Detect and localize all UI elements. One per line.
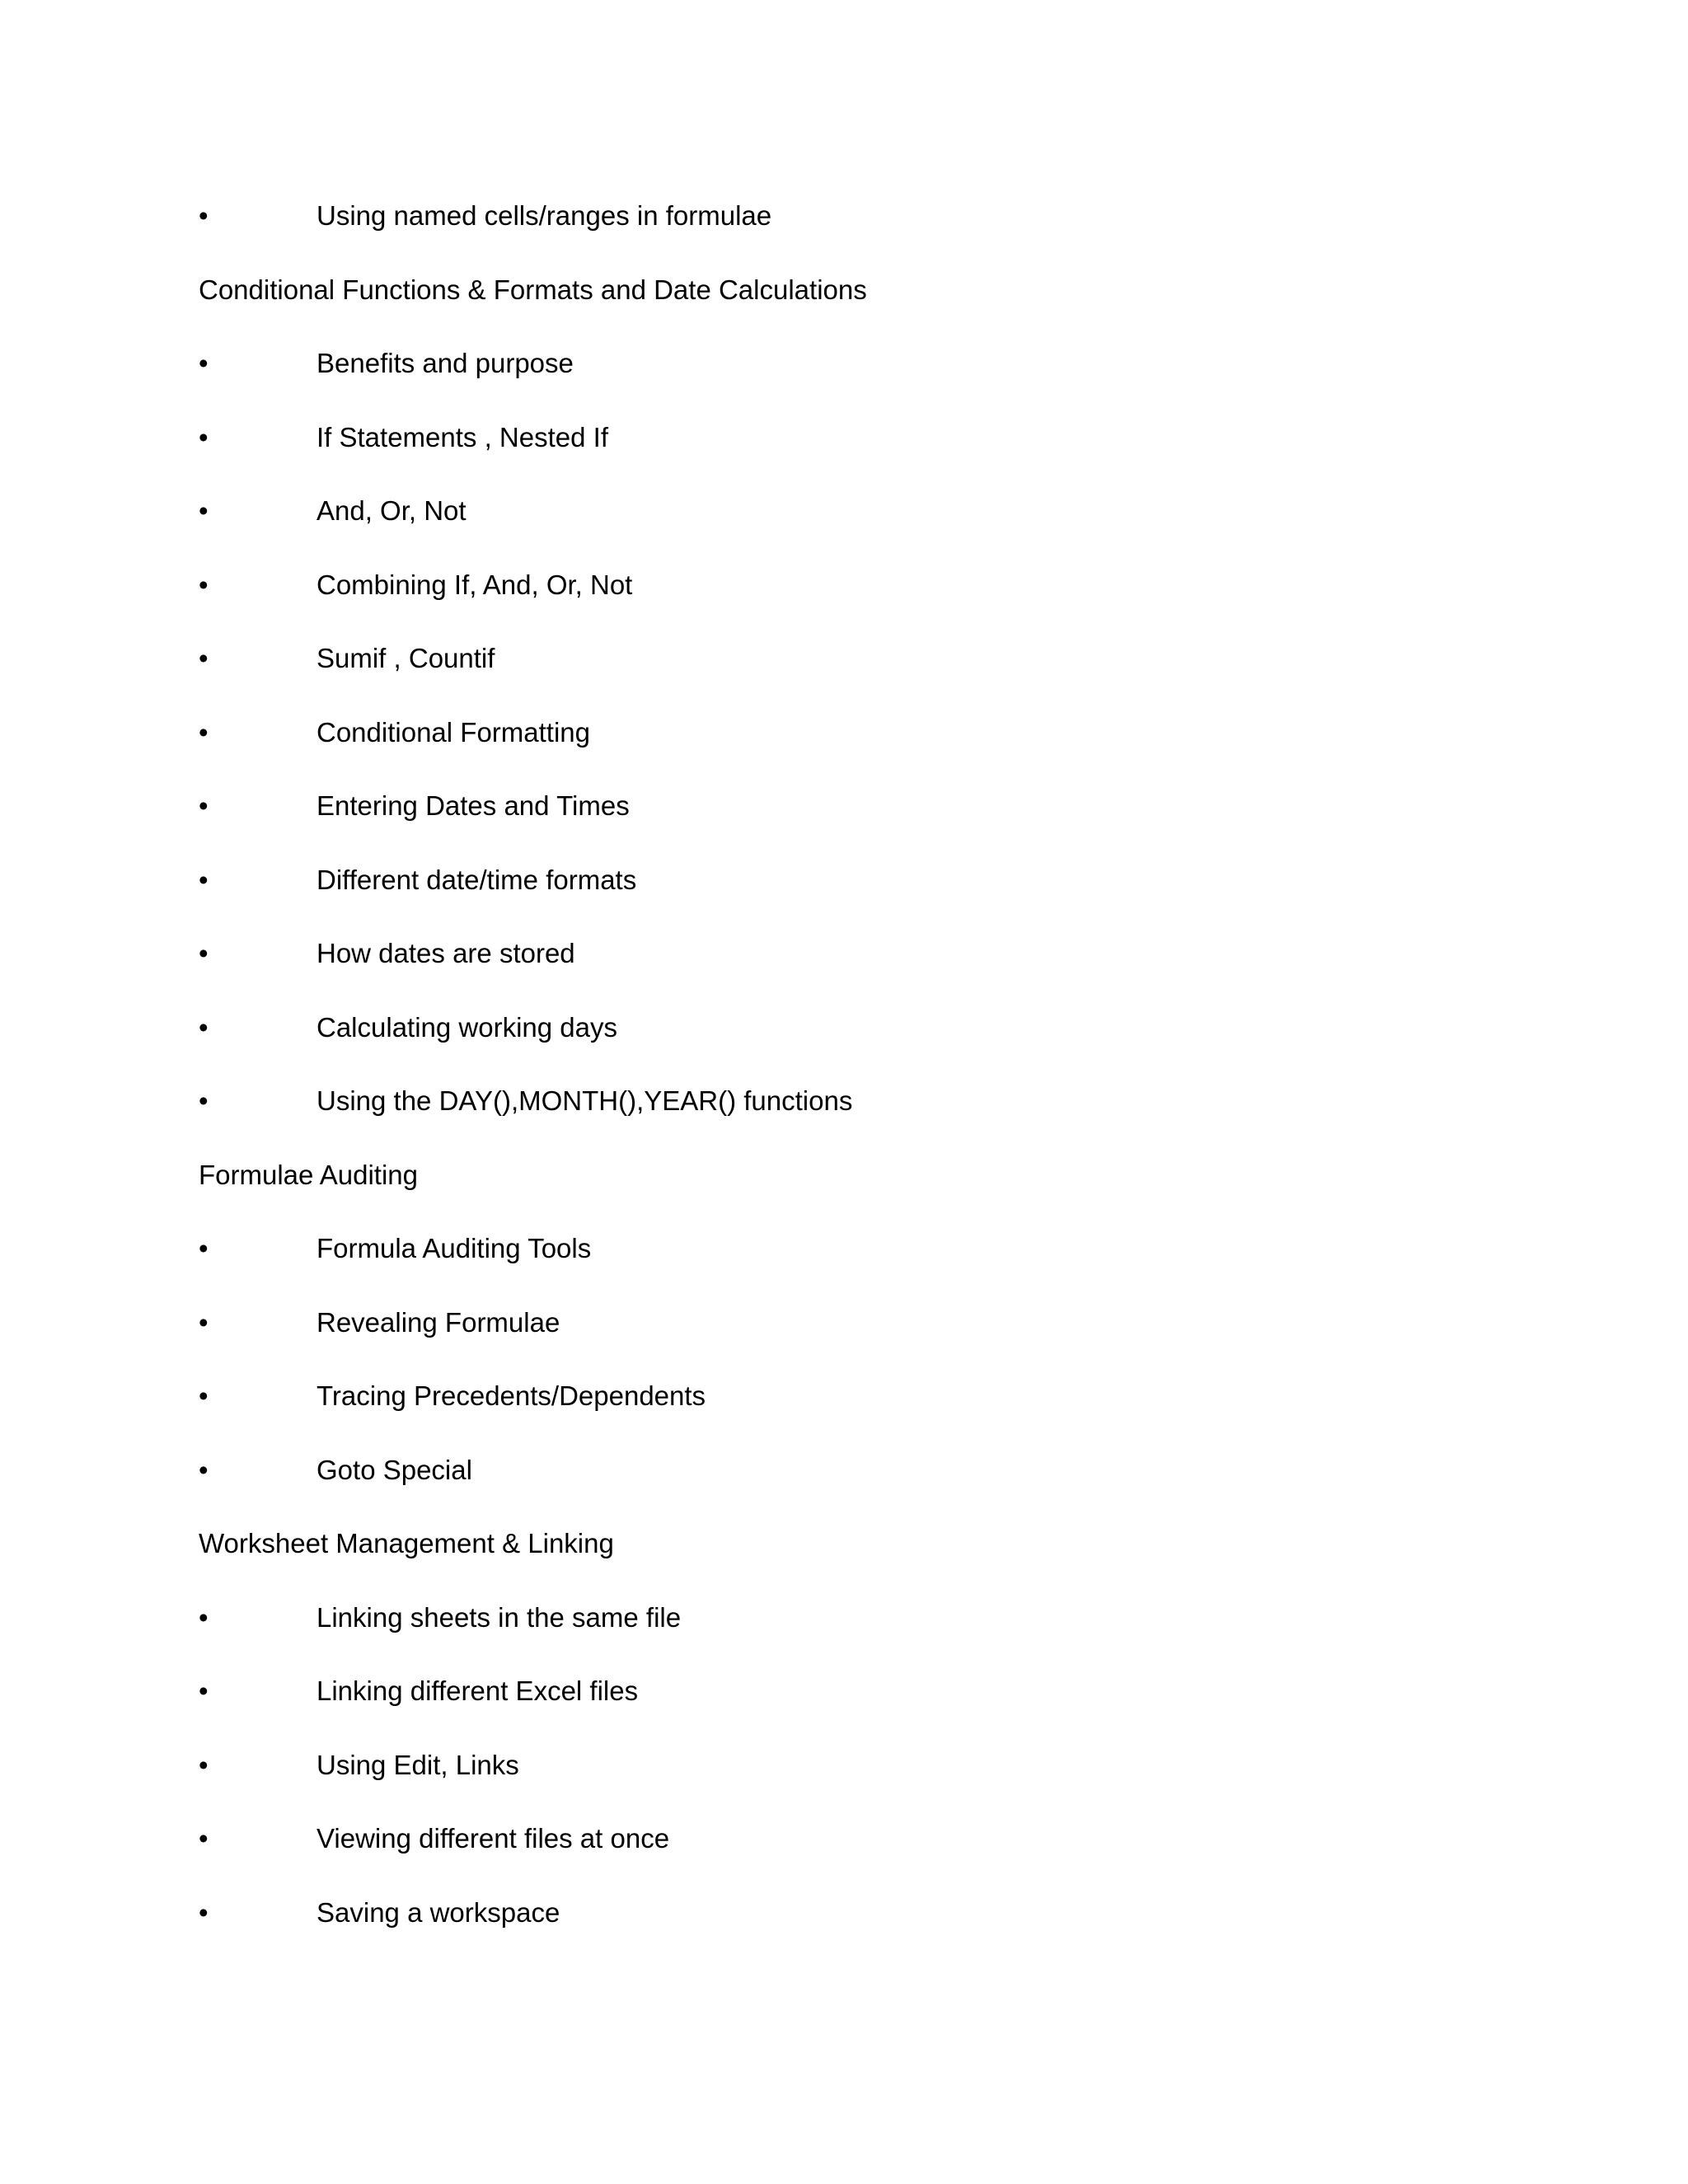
bullet-icon: •	[199, 790, 209, 821]
list-item-text: Entering Dates and Times	[316, 790, 630, 821]
list-item-text: Revealing Formulae	[316, 1306, 560, 1338]
bullet-icon: •	[199, 1675, 209, 1706]
list-item	[199, 1741, 1517, 1815]
list-item	[199, 634, 1517, 708]
section-heading-text: Worksheet Management & Linking	[199, 1528, 614, 1558]
list-item	[199, 339, 1517, 413]
bullet-icon: •	[199, 1085, 209, 1116]
bullet-icon: •	[199, 1306, 209, 1338]
bullet-icon: •	[199, 1011, 209, 1043]
section-heading-text: Conditional Functions & Formats and Date Calculations	[199, 274, 867, 305]
bullet-icon: •	[199, 1601, 209, 1633]
list-item-text: Saving a workspace	[316, 1896, 560, 1928]
bullet-icon: •	[199, 200, 209, 231]
bullet-icon: •	[199, 1749, 209, 1780]
list-item	[199, 1003, 1517, 1077]
section-heading	[199, 1519, 1517, 1593]
list-item	[199, 413, 1517, 487]
list-item	[199, 929, 1517, 1003]
list-item	[199, 560, 1517, 635]
list-item	[199, 781, 1517, 855]
bullet-icon: •	[199, 716, 209, 748]
document-content	[199, 191, 1517, 1961]
bullet-icon: •	[199, 495, 209, 526]
section-heading	[199, 265, 1517, 340]
bullet-icon: •	[199, 569, 209, 600]
list-item-text: Using named cells/ranges in formulae	[316, 200, 772, 231]
list-item-text: Using Edit, Links	[316, 1749, 519, 1780]
list-item-text: Goto Special	[316, 1454, 472, 1485]
list-item	[199, 1666, 1517, 1741]
list-item-text: Viewing different files at once	[316, 1823, 670, 1854]
list-item	[199, 1593, 1517, 1667]
bullet-icon: •	[199, 348, 209, 378]
list-item-text: Linking different Excel files	[316, 1675, 639, 1706]
list-item-text: Calculating working days	[316, 1011, 618, 1043]
list-item	[199, 191, 1517, 265]
list-item	[199, 855, 1517, 930]
list-item	[199, 1076, 1517, 1151]
list-item	[199, 1814, 1517, 1888]
list-item	[199, 1446, 1517, 1520]
bullet-icon: •	[199, 1823, 209, 1854]
list-item	[199, 708, 1517, 782]
bullet-icon: •	[199, 1454, 209, 1485]
list-item-text: Conditional Formatting	[316, 716, 590, 748]
bullet-icon: •	[199, 1380, 209, 1411]
list-item	[199, 486, 1517, 560]
list-item	[199, 1371, 1517, 1446]
bullet-icon: •	[199, 938, 209, 968]
section-heading-text: Formulae Auditing	[199, 1159, 418, 1190]
list-item	[199, 1298, 1517, 1372]
list-item-text: If Statements , Nested If	[316, 421, 608, 452]
list-item-text: Tracing Precedents/Dependents	[316, 1380, 706, 1411]
list-item-text: Sumif , Countif	[316, 643, 495, 673]
bullet-icon: •	[199, 1233, 209, 1263]
bullet-icon: •	[199, 643, 209, 673]
bullet-icon: •	[199, 864, 209, 895]
list-item-text: Benefits and purpose	[316, 348, 574, 378]
list-item-text: Using the DAY(),MONTH(),YEAR() functions	[316, 1085, 853, 1116]
bullet-icon: •	[199, 1896, 209, 1928]
section-heading	[199, 1151, 1517, 1225]
list-item-text: Combining If, And, Or, Not	[316, 569, 633, 600]
list-item-text: Different date/time formats	[316, 864, 637, 895]
list-item-text: How dates are stored	[316, 938, 575, 968]
list-item	[199, 1224, 1517, 1298]
list-item-text: Formula Auditing Tools	[316, 1233, 592, 1263]
list-item-text: And, Or, Not	[316, 495, 467, 526]
list-item	[199, 1888, 1517, 1962]
bullet-icon: •	[199, 421, 209, 452]
list-item-text: Linking sheets in the same file	[316, 1601, 682, 1633]
